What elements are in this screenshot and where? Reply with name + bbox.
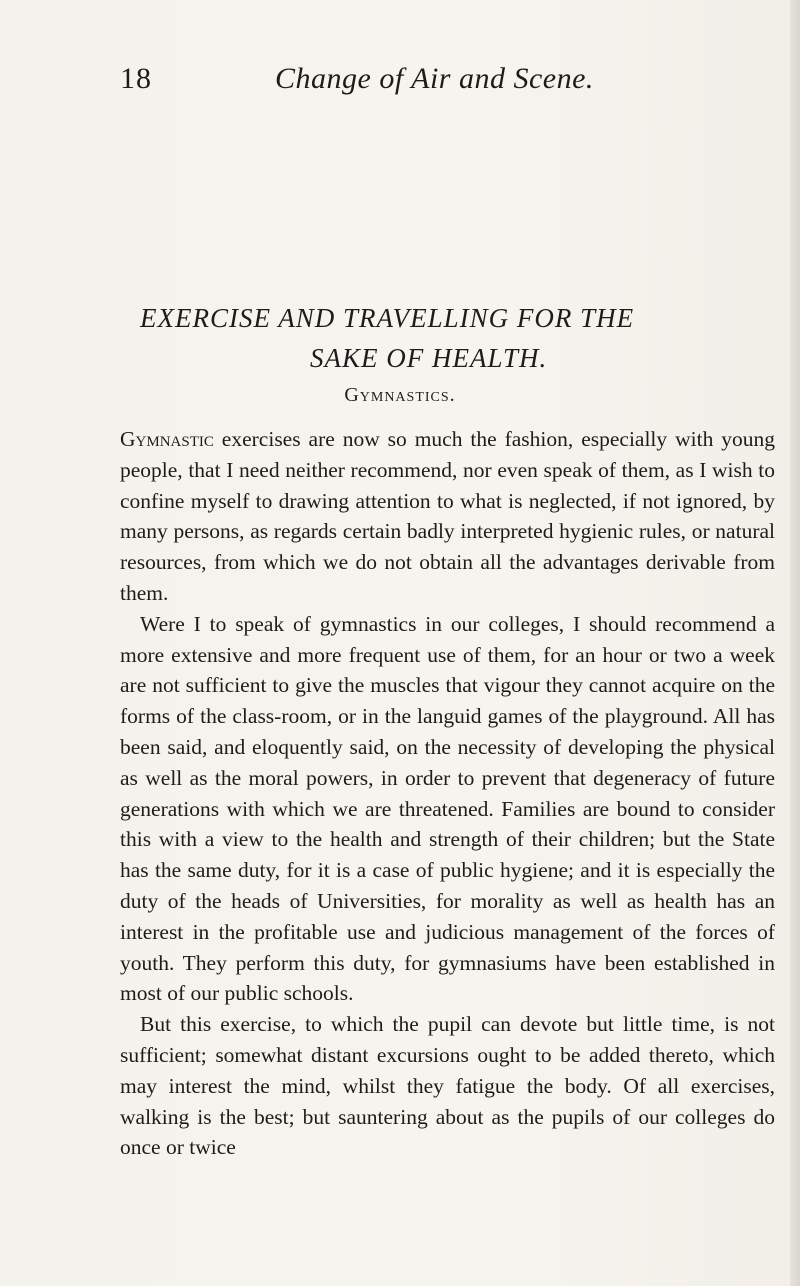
running-title: Change of Air and Scene. [275, 62, 594, 95]
body-text [120, 424, 775, 1163]
paragraph-3 [120, 1009, 775, 1163]
page-edge [790, 0, 800, 1286]
paragraph-2 [120, 609, 775, 1009]
paragraph-text: But this exercise, to which the pupil can devote but little time, is not sufficient; somewhat distant excursions ought to be added thereto, which may interest the mind, whilst they fatigue the body. Of all exercises, walking is the best; but sauntering about as the pupils of our colleges do once or twice [120, 1012, 775, 1160]
paragraph-text: Were I to speak of gymnastics in our colleges, I should recommend a more extensive and more frequent use of them, for an hour or two a week are not sufficient to give the muscles that vigour they cannot acquire on the forms of the class-room, or in the languid games of the playground. All has been said, and eloquently said, on the necessity of developing the physical as well as the moral powers, in order to prevent that degeneracy of future generations with which we are threatened. Families are bound to consider this with a view to the health and strength of their children; but the State has the same duty, for it is a case of public hygiene; and it is especially the duty of the heads of Universities, for morality as well as health has an interest in the profitable use and judicious management of the forces of youth. They perform this duty, for gymnasiums have been established in most of our public schools. [120, 611, 775, 1006]
chapter-title-line-2: SAKE OF HEALTH. [310, 343, 548, 373]
running-head [120, 62, 760, 102]
chapter-title-line-1: EXERCISE AND TRAVELLING FOR THE [140, 303, 635, 333]
paragraph-1 [120, 424, 775, 609]
section-heading: Gymnastics. [344, 384, 456, 406]
paragraph-lead-word: Gymnastic [120, 427, 214, 451]
paragraph-text: exercises are now so much the fashion, especially with young people, that I need neither recommend, nor even speak of them, as I wish to confine myself to drawing attention to what is neglected, if not ignored, by many persons, as regards certain badly interpreted hygienic rules, or natural resources, from which we do not obtain all the advantages derivable from them. [120, 427, 775, 605]
chapter-title [140, 298, 760, 378]
page-number: 18 [120, 62, 152, 95]
